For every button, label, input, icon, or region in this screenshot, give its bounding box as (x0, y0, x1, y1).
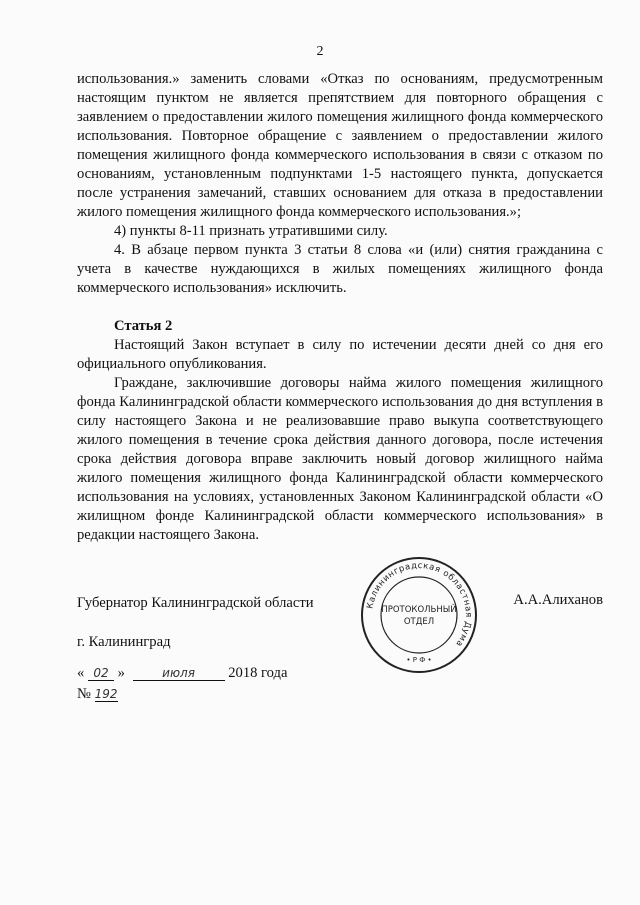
signatory-name: А.А.Алиханов (513, 592, 603, 608)
page-number: 2 (316, 44, 324, 59)
article-title: Статья 2 (114, 318, 173, 334)
date-day: 02 (88, 666, 114, 681)
law-number-line (77, 686, 118, 703)
paragraph-entry-into-force: Настоящий Закон вступает в силу по истечении десяти дней со дня его официального опубликования. (77, 337, 603, 372)
paragraph-section-4: 4. В абзаце первом пункта 3 статьи 8 слова «и (или) снятия гражданина с учета в качестве нуждающихся в жилых помещениях жилищного фонда коммерческого использования» исключить. (77, 242, 603, 296)
place-of-signing: г. Калининград (77, 634, 171, 650)
number-sign: № (77, 686, 91, 702)
stamp-center-line-1: ПРОТОКОЛЬНЫЙ (381, 605, 457, 615)
date-open-quote: « (77, 665, 85, 681)
paragraph-item-4: 4) пункты 8-11 признать утратившими силу. (114, 223, 388, 239)
stamp-ring-text: Калининградская областная Дума (365, 560, 474, 649)
stamp-center-line-2: ОТДЕЛ (403, 617, 435, 627)
stamp-bottom-text: • Р Ф • (406, 656, 432, 664)
seal-stamp (360, 556, 478, 674)
date-year: 2018 года (228, 665, 288, 681)
signatory-title: Губернатор Калининградской области (77, 595, 314, 611)
date-month: июля (133, 666, 225, 681)
law-number: 192 (94, 687, 118, 701)
paragraph-transitional: Граждане, заключившие договоры найма жилого помещения жилищного фонда Калининградской области коммерческого использования до дня вступления в силу настоящего Закона и не реализовавшие право выкупа соответствующего жилого помещения в течение срока действия данного договора, после истечения срока действия договора вправе заключить новый договор жилищного найма жилого помещения жилищного фонда Калининградской области коммерческого использования на условиях, установленных Законом Калининградской области «О жилищном фонде Калининградской области коммерческого использования» в редакции настоящего Закона. (77, 375, 603, 543)
date-line (77, 665, 287, 682)
paragraph-amendment-text: использования.» заменить словами «Отказ по основаниям, предусмотренным настоящим пунктом не является препятствием для повторного обращения с заявлением о предоставлении жилого помещения жилищного фонда коммерческого использования. Повторное обращение с заявлением о предоставлении жилого помещения жилищного фонда коммерческого использования в связи с отказом по основаниям, установленным подпунктами 1-5 настоящего пункта, допускается после устранения замечаний, ставших основанием для отказа в предоставлении жилого помещения жилищного фонда коммерческого использования.»; (77, 71, 603, 220)
date-close-quote: » (117, 665, 125, 681)
document-body (77, 70, 603, 545)
